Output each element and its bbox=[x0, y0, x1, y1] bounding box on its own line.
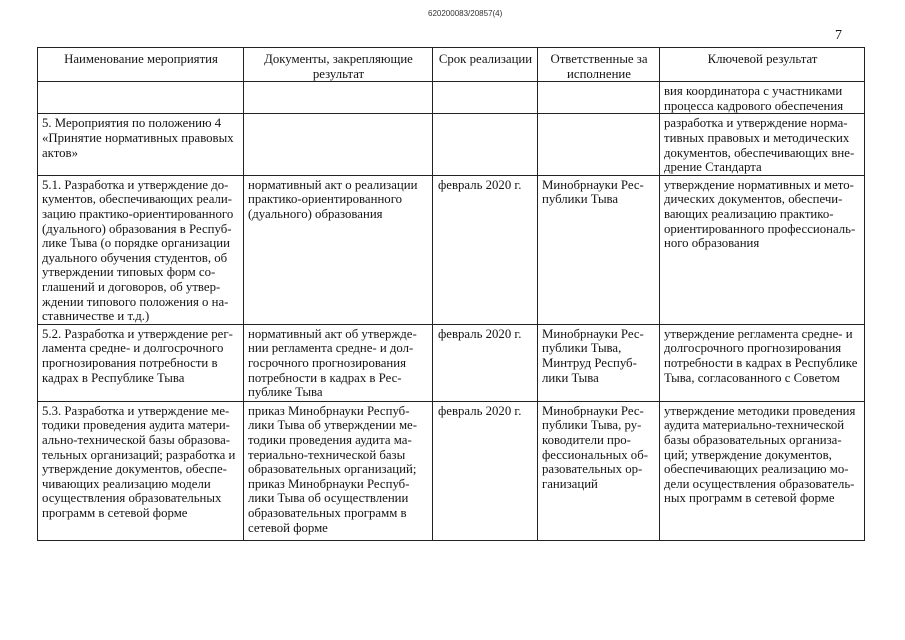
cell-responsible bbox=[538, 82, 660, 114]
header-responsible: Ответственные за исполнение bbox=[538, 48, 660, 82]
table-row bbox=[38, 175, 865, 324]
header-measure: Наименование мероприятия bbox=[38, 48, 244, 82]
cell-documents: нормативный акт о реализации практико-ориентированного (дуального) образования bbox=[244, 175, 433, 324]
cell-responsible: Минобрнауки Рес- публики Тыва, Минтруд Респуб- лики Тыва bbox=[538, 324, 660, 401]
cell-documents: приказ Минобрнауки Респуб- лики Тыва об утверждении ме- тодики проведения аудита ма- териально-технической базы образовательных организаций; приказ Минобрнауки Респуб- лики Тыва об осуществлении образовательных программ в сетевой форме bbox=[244, 401, 433, 540]
header-deadline: Срок реализации bbox=[433, 48, 538, 82]
cell-deadline bbox=[433, 114, 538, 175]
header-result: Ключевой результат bbox=[660, 48, 865, 82]
cell-responsible: Минобрнауки Рес- публики Тыва, ру- ководители про- фессиональных об- разовательных ор- ганизаций bbox=[538, 401, 660, 540]
table-header-row bbox=[38, 48, 865, 82]
cell-responsible: Минобрнауки Рес- публики Тыва bbox=[538, 175, 660, 324]
cell-deadline: февраль 2020 г. bbox=[433, 324, 538, 401]
page-number: 7 bbox=[835, 28, 842, 43]
table-row bbox=[38, 324, 865, 401]
document-id: 620200083/20857(4) bbox=[428, 9, 503, 18]
cell-measure: 5. Мероприятия по положению 4 «Принятие нормативных правовых актов» bbox=[38, 114, 244, 175]
cell-measure bbox=[38, 82, 244, 114]
cell-deadline: февраль 2020 г. bbox=[433, 401, 538, 540]
cell-result: утверждение регламента средне- и долгосрочного прогнозирования потребности в кадрах в Республике Тыва, согласованного с Советом bbox=[660, 324, 865, 401]
header-documents: Документы, закрепляющие результат bbox=[244, 48, 433, 82]
cell-result: утверждение нормативных и мето- дических документов, обеспечи- вающих реализацию практико- ориентированного профессиональ- ного образования bbox=[660, 175, 865, 324]
measures-table bbox=[37, 47, 865, 541]
cell-result: разработка и утверждение норма- тивных правовых и методических документов, обеспечивающих вне- дрение Стандарта bbox=[660, 114, 865, 175]
table-row bbox=[38, 114, 865, 175]
cell-documents bbox=[244, 114, 433, 175]
cell-measure: 5.2. Разработка и утверждение рег- ламента средне- и долгосрочного прогнозирования потребности в кадрах в Республике Тыва bbox=[38, 324, 244, 401]
cell-deadline: февраль 2020 г. bbox=[433, 175, 538, 324]
cell-measure: 5.1. Разработка и утверждение до- кументов, обеспечивающих реали- зацию практико-ориентированного (дуального) образования в Респуб- лике Тыва (о порядке организации дуального обучения студентов, об утверждении типовых форм со- глашений и договоров, об утвер- ждении типового положения о на- ставничестве и т.д.) bbox=[38, 175, 244, 324]
cell-result: вия координатора с участниками процесса кадрового обеспечения bbox=[660, 82, 865, 114]
cell-result: утверждение методики проведения аудита материально-технической базы образовательных организа- ций; утверждение документов, обеспечивающих реализацию мо- дели осуществления образователь- ных программ в сетевой форме bbox=[660, 401, 865, 540]
cell-deadline bbox=[433, 82, 538, 114]
table-row bbox=[38, 401, 865, 540]
table-row bbox=[38, 82, 865, 114]
cell-documents bbox=[244, 82, 433, 114]
cell-responsible bbox=[538, 114, 660, 175]
cell-measure: 5.3. Разработка и утверждение ме- тодики проведения аудита матери- ально-технической базы образова- тельных организаций; разработка и утверждение документов, обеспе- чивающих реализацию модели осуществления образовательных программ в сетевой форме bbox=[38, 401, 244, 540]
cell-documents: нормативный акт об утвержде- нии регламента средне- и дол- госрочного прогнозирования потребности в кадрах в Рес- публике Тыва bbox=[244, 324, 433, 401]
